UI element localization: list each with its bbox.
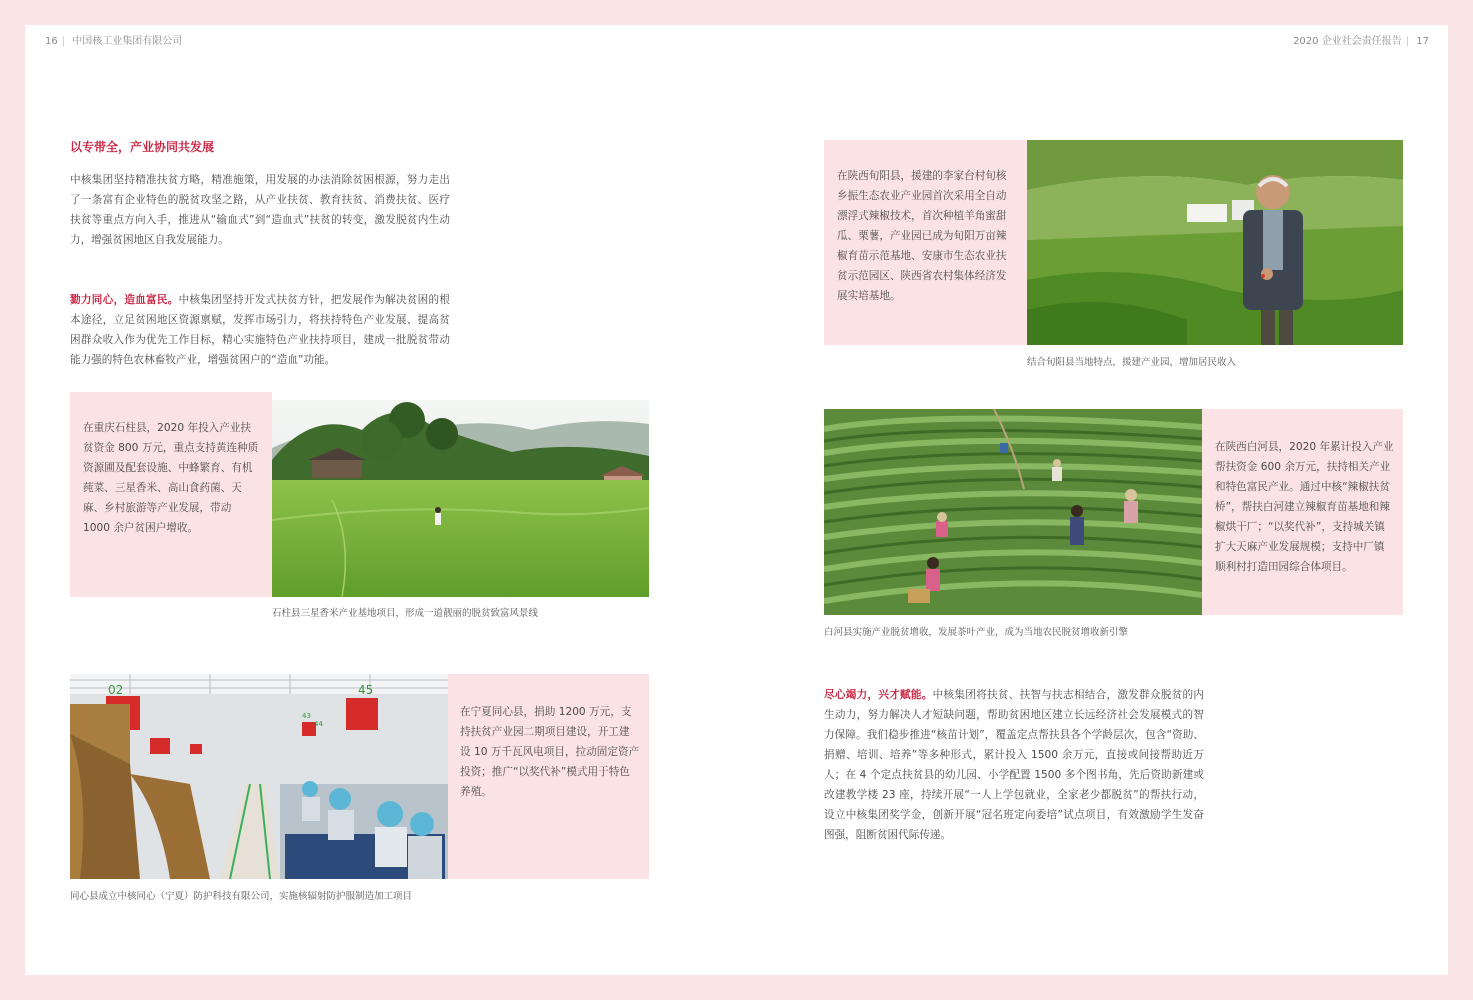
factory-sign-43: 43: [302, 712, 311, 720]
factory-sign-44: 44: [314, 720, 323, 728]
company-name: 中国核工业集团有限公司: [72, 36, 183, 47]
factory-sign-02: 02: [108, 683, 124, 697]
industry-paragraph: [70, 290, 450, 370]
rice-field-photo: [272, 400, 649, 597]
factory-photo: [70, 674, 448, 879]
page-header-right: 2020 企业社会责任报告 | 17: [1293, 36, 1429, 47]
report-title: 2020 企业社会责任报告: [1293, 36, 1402, 47]
baihe-text: 在陕西白河县，2020 年累计投入产业帮扶资金 600 余万元，扶持相关产业和特色富民产业。通过中核“辣椒扶贫桥”，帮扶白河建立辣椒育苗基地和辣椒烘干厂；“以奖代补”，支持城关镇扩大天麻产业发展规模；支持中厂镇顺利村打造田园综合体项目。: [1215, 441, 1394, 573]
shizhu-text: 在重庆石柱县，2020 年投入产业扶贫资金 800 万元，重点支持黄连种质资源圃及配套设施、中蜂繁育、有机莼菜、三星香米、高山食药菌、天麻、乡村旅游等产业发展，带动 1000 余户贫困户增收。: [83, 422, 259, 534]
section-title: 以专带全，产业协同共发展: [70, 140, 215, 154]
page-number-left: 16: [45, 36, 58, 47]
tea-plantation-photo: [824, 409, 1202, 615]
paragraph-body: 中核集团将扶贫、扶智与扶志相结合，激发群众脱贫的内生动力，努力解决人才短缺问题，帮助贫困地区建立长远经济社会发展模式的智力保障。我们稳步推进“核苗计划”，覆盖定点帮扶县各个学龄层次，包含“资助、捐赠、培训、培养”等多种形式，累计投入 1500 余万元，直接或间接帮助近万人；在 4 个定点扶贫县的幼儿园、小学配置 1500 多个图书角，先后资助新建或改建教学楼 23 座，持续开展“一人上学包就业，全家老少都脱贫”的帮扶行动，设立中核集团奖学金，创新开展“冠名班定向委培”试点项目，有效激励学生发奋图强，阻断贫困代际传递。: [824, 689, 1205, 841]
paragraph-lead: 勠力同心，造血富民。: [70, 294, 179, 306]
tongxin-caption: 同心县成立中核同心（宁夏）防护科技有限公司，实施核辐射防护服制造加工项目: [70, 891, 413, 902]
paragraph-body: 中核集团坚持开发式扶贫方针，把发展作为解决贫困的根本途径，立足贫困地区资源禀赋，发挥市场引力，将扶持特色产业发展、提高贫困群众收入作为优先工作目标，精心实施特色产业扶持项目，建成一批脱贫带动能力强的特色农林畜牧产业，增强贫困户的“造血”功能。: [70, 294, 451, 366]
xunyang-caption: 结合旬阳县当地特点，援建产业园，增加居民收入: [1027, 357, 1237, 368]
paragraph-lead: 尽心竭力，兴才赋能。: [824, 689, 933, 701]
talent-paragraph: [824, 685, 1204, 845]
xunyang-text: 在陕西旬阳县，援建的李家台村旬核乡振生态农业产业园首次采用全自动漂浮式辣椒技术，首次种植羊角蜜甜瓜、栗薯，产业园已成为旬阳万亩辣椒育苗示范基地、安康市生态农业扶贫示范园区、陕西省农村集体经济发展实培基地。: [837, 170, 1007, 302]
baihe-caption: 白河县实施产业脱贫增收，发展茶叶产业，成为当地农民脱贫增收新引擎: [824, 627, 1129, 638]
tongxin-text: 在宁夏同心县，捐助 1200 万元，支持扶贫产业园二期项目建设，开工建设 10 万千瓦风电项目，拉动固定资产投资；推广“以奖代补”模式用于特色养殖。: [460, 706, 640, 798]
intro-paragraph: 中核集团坚持精准扶贫方略，精准施策，用发展的办法消除贫困根源，努力走出了一条富有企业特色的脱贫攻坚之路，从产业扶贫、教育扶贫、消费扶贫、医疗扶贫等重点方向入手，推进从“输血式”到“造血式”扶贫的转变，激发脱贫内生动力，增强贫困地区自我发展能力。: [70, 174, 450, 246]
page-header-left: 16 | 中国核工业集团有限公司: [45, 36, 183, 47]
page-number-right: 17: [1416, 36, 1429, 47]
farmer-photo: [1027, 140, 1403, 345]
shizhu-caption: 石柱县三星香米产业基地项目，形成一道靓丽的脱贫致富风景线: [272, 608, 539, 619]
factory-sign-45: 45: [358, 683, 374, 697]
